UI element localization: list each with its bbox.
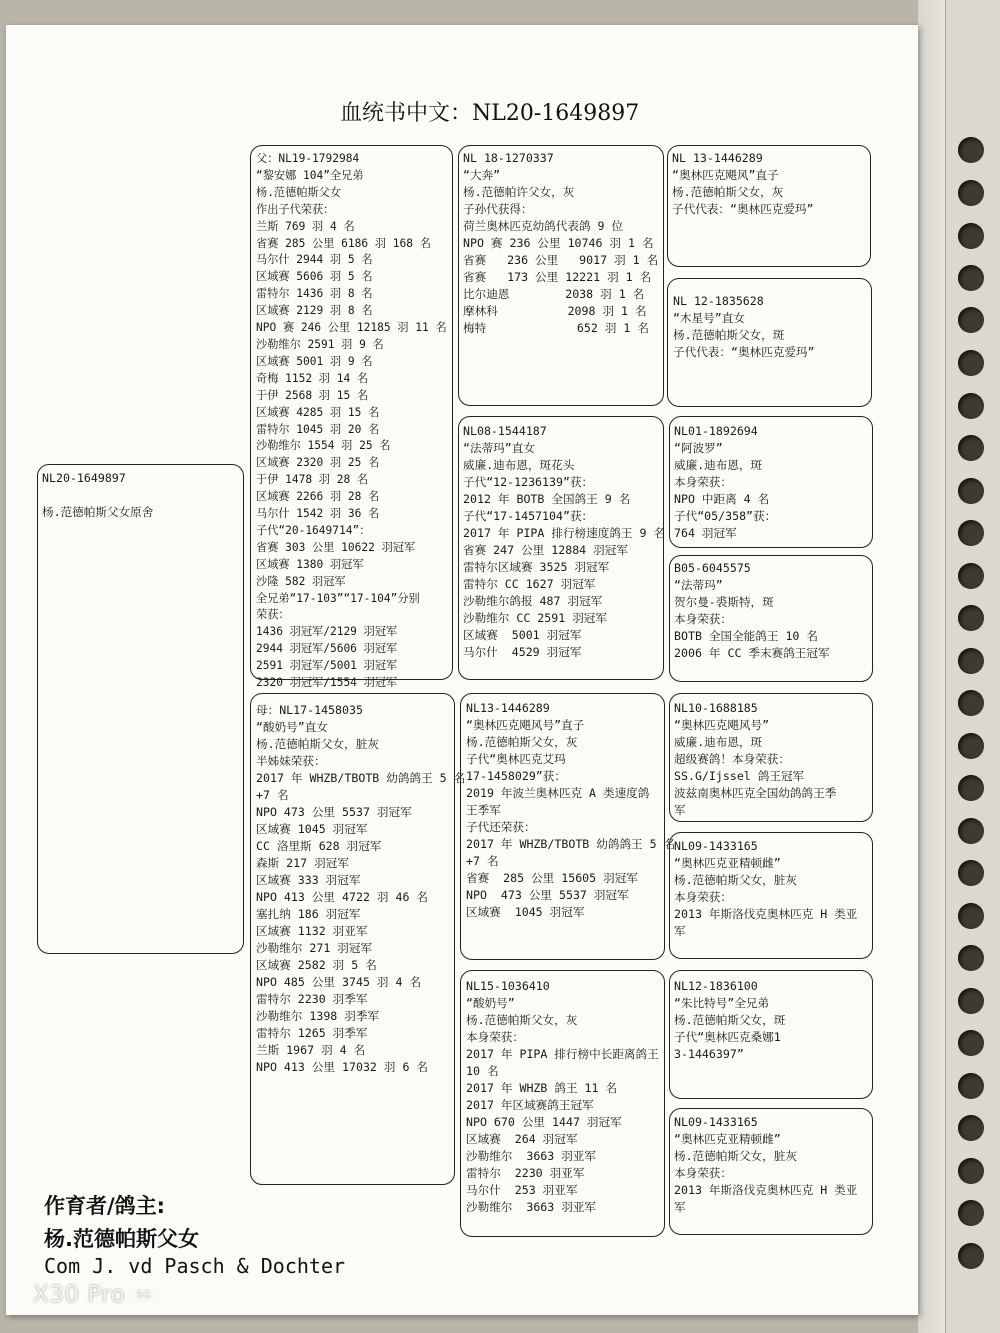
binder-hole (958, 393, 984, 419)
binder-hole (958, 733, 984, 759)
binder-hole (958, 1243, 984, 1269)
binder-hole (958, 690, 984, 716)
binder-hole (958, 520, 984, 546)
breeder-name-latin: Com J. vd Pasch & Dochter (44, 1254, 346, 1278)
binder-hole (958, 1030, 984, 1056)
5g-badge: 5G (131, 1289, 156, 1302)
subject-box (37, 464, 244, 954)
dam-dam-sire-text: NL12-1836100 “朱比特号”全兄弟 杨.范德帕斯父女，斑 子代“奥林匹克桑娜1 3-1446397” (674, 979, 786, 1061)
binder-hole (958, 307, 984, 333)
binder-hole (958, 435, 984, 461)
dam-dam-text: NL15-1036410 “酸奶号” 杨.范德帕斯父女，灰 本身荣获： 2017 年 PIPA 排行榜中长距离鸽王 10 名 2017 年 WHZB 鸽王 11 名 2017 年区域赛鸽王冠军 NPO 670 公里 1447 羽冠军 区域赛 264 羽冠军 沙勒维尔 3663 羽亚军 雷特尔 2230 羽亚军 马尔什 253 羽亚军 沙勒维尔 3663 羽亚军 (466, 979, 659, 1214)
dam-text: 母：NL17-1458035 “酸奶号”直女 杨.范德帕斯父女，脏灰 半姊妹荣获： 2017 年 WHZB/TBOTB 幼鸽鸽王 5 名 +7 名 NPO 473 公里 5537 羽冠军 区域赛 1045 羽冠军 CC 洛里斯 628 羽冠军 森斯 217 羽冠军 区域赛 333 羽冠军 NPO 413 公里 4722 羽 46 名 塞扎纳 186 羽冠军 区域赛 1132 羽亚军 沙勒维尔 271 羽冠军 区域赛 2582 羽 5 名 NPO 485 公里 3745 羽 4 名 雷特尔 2230 羽季军 沙勒维尔 1398 羽季军 雷特尔 1265 羽季军 兰斯 1967 羽 4 名 NPO 413 公里 17032 羽 6 名 (256, 703, 466, 1074)
binder-hole (958, 137, 984, 163)
dam-sire-text: NL13-1446289 “奥林匹克飓风号”直子 杨.范德帕斯父女，灰 子代“奥林匹克艾玛 17-1458029”获： 2019 年波兰奥林匹克 A 类速度鸽 王季军 子代还荣获： 2017 年 WHZB/TBOTB 幼鸽鸽王 5 名 +7 名 省赛 285 公里 15605 羽冠军 NPO 473 公里 5537 羽冠军 区域赛 1045 羽冠军 (466, 701, 676, 919)
binder-hole (958, 223, 984, 249)
dam-sire-dam-text: NL09-1433165 “奥林匹克亚精顿雌” 杨.范德帕斯父女，脏灰 本身荣获： 2013 年斯洛伐克奥林匹克 H 类亚 军 (674, 839, 858, 938)
sire-sire-dam-text: NL 12-1835628 “木星号”直女 杨.范德帕斯父女，斑 子代代表：“奥林匹克爱玛” (673, 294, 815, 359)
binder-hole (958, 1200, 984, 1226)
binder-hole (958, 265, 984, 291)
dam-sire-sire-text: NL10-1688185 “奥林匹克飓风号” 威廉.迪布恩，斑 超级赛鸽！本身荣获： SS.G/Ijssel 鸽王冠军 波兹南奥林匹克全国幼鸽鸽王季 军 (674, 701, 837, 817)
binder-hole (958, 180, 984, 206)
breeder-label: 作育者/鸽主: (44, 1194, 166, 1218)
sire-text: 父：NL19-1792984 “黎安娜 104”全兄弟 杨.范德帕斯父女 作出子代荣获： 兰斯 769 羽 4 名 省赛 285 公里 6186 羽 168 名 马尔什 2944 羽 5 名 区域赛 5606 羽 5 名 雷特尔 1436 羽 8 名 区域赛 2129 羽 8 名 NPO 赛 246 公里 12185 羽 11 名 沙勒维尔 2591 羽 9 名 区域赛 5001 羽 9 名 奇梅 1152 羽 14 名 于伊 2568 羽 15 名 区域赛 4285 羽 15 名 雷特尔 1045 羽 20 名 沙勒维尔 1554 羽 25 名 区域赛 2320 羽 25 名 于伊 1478 羽 28 名 区域赛 2266 羽 28 名 马尔什 1542 羽 36 名 子代“20-1649714”： 省赛 303 公里 10622 羽冠军 区域赛 1380 羽冠军 沙隆 582 羽冠军 全兄弟“17-103”“17-104”分别 荣获： 1436 羽冠军/2129 羽冠军 2944 羽冠军/5606 羽冠军 2591 羽冠军/5001 羽冠军 2320 羽冠军/1554 羽冠军 (256, 152, 447, 690)
sire-dam-sire-text: NL01-1892694 “阿波罗” 威廉.迪布恩，斑 本身荣获： NPO 中距离 4 名 子代“05/358”获： 764 羽冠军 (674, 424, 777, 540)
sire-sire-sire-text: NL 13-1446289 “奥林匹克飓风”直子 杨.范德帕斯父女，灰 子代代表：“奥林匹克爱玛” (672, 151, 814, 216)
binder-hole (958, 478, 984, 504)
binder-hole (958, 648, 984, 674)
binder-hole (958, 903, 984, 929)
sire-dam-text: NL08-1544187 “法蒂玛”直女 威廉.迪布恩，斑花头 子代“12-1236139”获： 2012 年 BOTB 全国鸽王 9 名 子代“17-1457104”获： 2017 年 PIPA 排行榜速度鸽王 9 名 省赛 247 公里 12884 羽冠军 雷特尔区域赛 3525 羽冠军 雷特尔 CC 1627 羽冠军 沙勒维尔鸽报 487 羽冠军 沙勒维尔 CC 2591 羽冠军 区域赛 5001 羽冠军 马尔什 4529 羽冠军 (463, 424, 666, 659)
binder-hole (958, 945, 984, 971)
pedigree-title: 血统书中文：NL20-1649897 (340, 101, 640, 126)
breeder-name-chinese: 杨.范德帕斯父女 (44, 1227, 199, 1251)
subject-text: NL20-1649897 杨.范德帕斯父女原舍 (42, 471, 154, 519)
binder-hole (958, 988, 984, 1014)
binder-hole (958, 860, 984, 886)
binder-hole (958, 1073, 984, 1099)
binder-hole (958, 605, 984, 631)
sire-sire-text: NL 18-1270337 “大奔” 杨.范德帕许父女，灰 子孙代获得： 荷兰奥林匹克幼鸽代表鸽 9 位 NPO 赛 236 公里 10746 羽 1 名 省赛 236 公里 9017 羽 1 名 省赛 173 公里 12221 羽 1 名 比尔迪恩 2038 羽 1 名 摩林科 2098 羽 1 名 梅特 652 羽 1 名 (463, 151, 659, 335)
camera-watermark (33, 1282, 156, 1308)
binder-hole (958, 1115, 984, 1141)
dam-dam-dam-text: NL09-1433165 “奥林匹克亚精顿雌” 杨.范德帕斯父女，脏灰 本身荣获： 2013 年斯洛伐克奥林匹克 H 类亚 军 (674, 1115, 858, 1214)
binder-hole (958, 563, 984, 589)
binder-hole (958, 775, 984, 801)
binder-hole (958, 818, 984, 844)
binder-hole (958, 350, 984, 376)
camera-model: X30 Pro (33, 1282, 126, 1308)
binder-hole (958, 1158, 984, 1184)
sire-dam-dam-text: B05-6045575 “法蒂玛” 贺尔曼-裘斯特，斑 本身荣获： BOTB 全国全能鸽王 10 名 2006 年 CC 季末赛鸽王冠军 (674, 561, 830, 660)
